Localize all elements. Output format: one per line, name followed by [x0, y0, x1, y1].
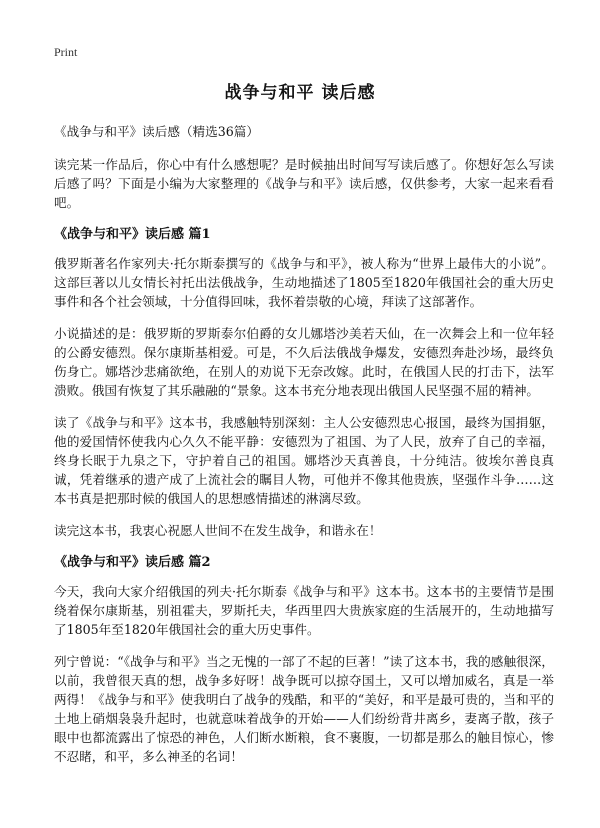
section-heading-2: 《战争与和平》读后感 篇2 [54, 555, 211, 570]
section-2-paragraph-2: 列宁曾说：“《战争与和平》当之无愧的一部了不起的巨著！”读了这本书，我的感触很深，以前，我曾很天真的想，战争多好呀！战争既可以掠夺国土，又可以增加威名，真是一举两得！《战争与和平》使我明白了战争的残酷，和平的“美好，和平是最可贵的，当和平的土地上硝烟袅袅升起时，也就意味着战争的开始——人们纷纷背井离乡，妻离子散，孩子眼中也都流露出了惊恐的神色，人们断水断粮，食不裹腹，一切都是那么的触目惊心，惨不忍睹，和平，多么神圣的名词！ [54, 654, 554, 764]
section-1-paragraph-1: 俄罗斯著名作家列夫·托尔斯泰撰写的《战争与和平》，被人称为“世界上最伟大的小说”。这部巨著以儿女情长衬托出法俄战争，生动地描述了1805至1820年俄国社会的重大历史事件和各个社会领域，十分值得回味，我怀着崇敬的心境，拜读了这部著作。 [54, 256, 554, 309]
section-heading-1: 《战争与和平》读后感 篇1 [54, 227, 211, 242]
section-1-paragraph-4: 读完这本书，我衷心祝愿人世间不在发生战争，和谐永在！ [54, 523, 382, 538]
section-2-paragraph-1: 今天，我向大家介绍俄国的列夫·托尔斯泰《战争与和平》这本书。这本书的主要情节是围绕着保尔康斯基，别祖霍夫，罗斯托夫，华西里四大贵族家庭的生活展开的，生动地描写了1805年至1820年俄国社会的重大历史事件。 [54, 584, 554, 637]
article-body [54, 122, 554, 779]
section-1-paragraph-3: 读了《战争与和平》这本书，我感触特别深刻：主人公安德烈忠心报国，最终为国捐躯，他的爱国情怀使我内心久久不能平静：安德烈为了祖国、为了人民，放弃了自己的幸福，终身长眠于九泉之下，守护着自己的祖国。娜塔沙天真善良，十分纯洁。彼埃尔善良真诚，凭着继承的遗产成了上流社会的瞩目人物，可他并不像其他贵族，坚强作斗争……这本书真是把那时候的俄国人的思想感情描述的淋漓尽致。 [54, 415, 554, 506]
intro-paragraph: 读完某一作品后，你心中有什么感想呢？是时候抽出时间写写读后感了。你想好怎么写读后感了吗？下面是小编为大家整理的《战争与和平》读后感，仅供参考，大家一起来看看吧。 [54, 157, 554, 210]
section-1-paragraph-2: 小说描述的是：俄罗斯的罗斯泰尔伯爵的女儿娜塔沙美若天仙，在一次舞会上和一位年轻的公爵安德烈。保尔康斯基相爱。可是，不久后法俄战争爆发，安德烈奔赴沙场，最终负伤身亡。娜塔沙悲痛欲绝，在别人的劝说下无奈改嫁。此时，在俄国人民的打击下，法军溃败。俄国有恢复了其乐融融的“景象。这本书充分地表现出俄国人民坚强不屈的精神。 [54, 326, 554, 398]
page-title: 战争与和平 读后感 [224, 83, 376, 103]
print-link[interactable]: Print [54, 45, 78, 59]
article-subtitle: 《战争与和平》读后感（精选36篇） [54, 124, 259, 139]
